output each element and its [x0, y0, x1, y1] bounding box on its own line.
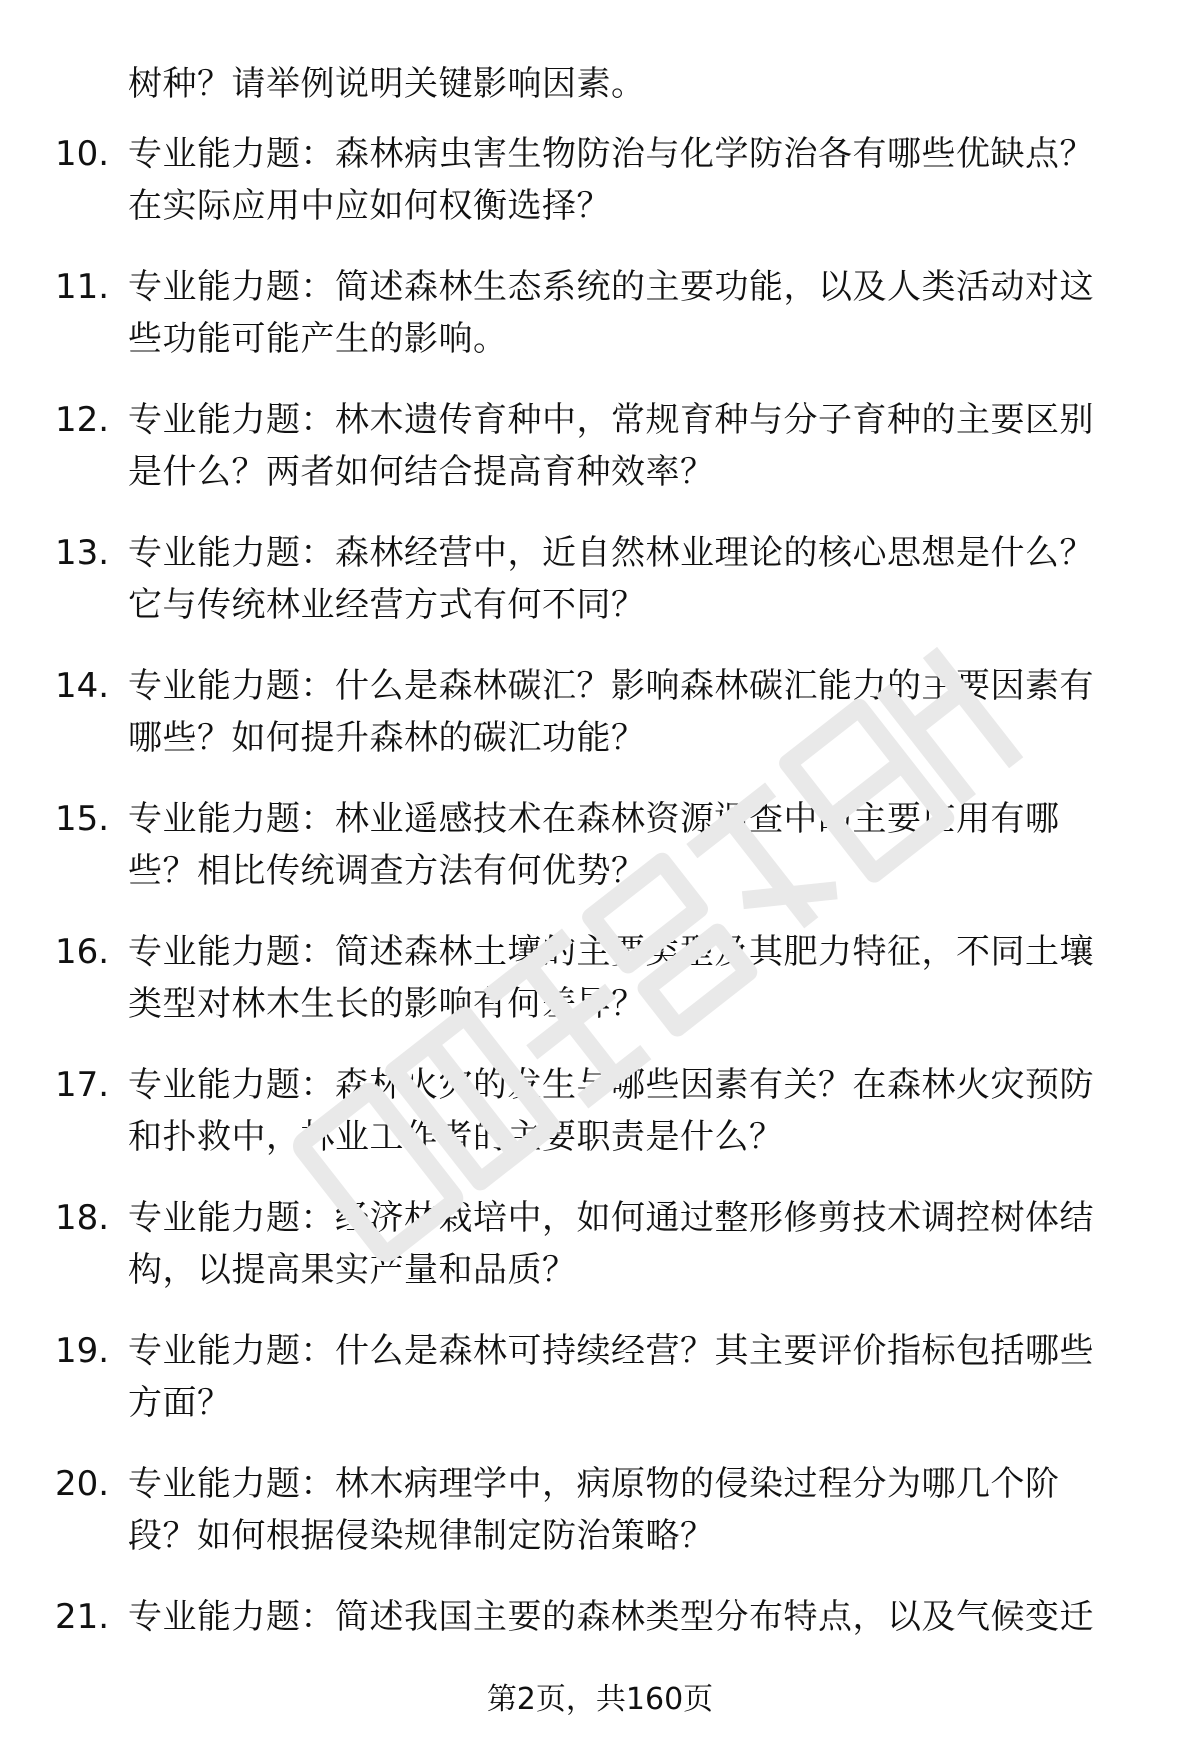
item-number: 16. [55, 932, 110, 972]
list-item [0, 660, 1200, 793]
item-text [128, 793, 1138, 897]
item-line: 是什么？两者如何结合提高育种效率？ [128, 452, 715, 492]
item-line: 哪些？如何提升森林的碳汇功能？ [128, 718, 646, 758]
item-line: 专业能力题：森林病虫害生物防治与化学防治各有哪些优缺点？ [128, 134, 1094, 174]
item-text [128, 1192, 1138, 1296]
item-text [128, 1458, 1138, 1562]
item-line: 专业能力题：森林火灾的发生与哪些因素有关？在森林火灾预防 [128, 1065, 1094, 1105]
item-text [128, 1059, 1138, 1163]
item-text [128, 527, 1138, 631]
list-item [0, 261, 1200, 394]
item-number: 21. [55, 1597, 110, 1637]
item-text [128, 1591, 1138, 1643]
item-line: 专业能力题：林木病理学中，病原物的侵染过程分为哪几个阶 [128, 1464, 1060, 1504]
list-item [0, 1458, 1200, 1591]
item-text [128, 128, 1138, 232]
item-number: 10. [55, 134, 110, 174]
item-text [128, 1325, 1138, 1429]
list-item [0, 1325, 1200, 1458]
item-text [128, 394, 1138, 498]
list-item [0, 1059, 1200, 1192]
list-item [0, 926, 1200, 1059]
item-number: 13. [55, 533, 110, 573]
list-item [0, 394, 1200, 527]
continued-question-text: 树种？请举例说明关键影响因素。 [128, 64, 646, 104]
item-line: 它与传统林业经营方式有何不同？ [128, 585, 646, 625]
list-item [0, 1192, 1200, 1325]
item-number: 19. [55, 1331, 110, 1371]
item-line: 专业能力题：林业遥感技术在森林资源调查中的主要应用有哪 [128, 799, 1060, 839]
list-item [0, 128, 1200, 261]
item-line: 专业能力题：简述森林生态系统的主要功能，以及人类活动对这 [128, 267, 1094, 307]
item-line: 专业能力题：经济林栽培中，如何通过整形修剪技术调控树体结 [128, 1198, 1094, 1238]
item-line: 专业能力题：简述我国主要的森林类型分布特点，以及气候变迁 [128, 1597, 1094, 1637]
item-text [128, 261, 1138, 365]
page-footer: 第2页，共160页 [486, 1682, 714, 1717]
item-line: 专业能力题：什么是森林可持续经营？其主要评价指标包括哪些 [128, 1331, 1094, 1371]
item-line: 专业能力题：什么是森林碳汇？影响森林碳汇能力的主要因素有 [128, 666, 1094, 706]
item-line: 在实际应用中应如何权衡选择？ [128, 186, 611, 226]
item-text [128, 660, 1138, 764]
item-line: 专业能力题：森林经营中，近自然林业理论的核心思想是什么？ [128, 533, 1094, 573]
item-line: 段？如何根据侵染规律制定防治策略？ [128, 1516, 715, 1556]
item-number: 18. [55, 1198, 110, 1238]
item-number: 11. [55, 267, 110, 307]
item-text [128, 926, 1138, 1030]
item-number: 14. [55, 666, 110, 706]
item-line: 构，以提高果实产量和品质？ [128, 1250, 577, 1290]
item-number: 17. [55, 1065, 110, 1105]
item-line: 些功能可能产生的影响。 [128, 319, 508, 359]
item-line: 专业能力题：简述森林土壤的主要类型及其肥力特征，不同土壤 [128, 932, 1094, 972]
item-line: 类型对林木生长的影响有何差异？ [128, 984, 646, 1024]
list-item [0, 793, 1200, 926]
item-line: 和扑救中，林业工作者的主要职责是什么？ [128, 1117, 784, 1157]
item-number: 20. [55, 1464, 110, 1504]
item-line: 方面？ [128, 1383, 232, 1423]
item-line: 专业能力题：林木遗传育种中，常规育种与分子育种的主要区别 [128, 400, 1094, 440]
question-list [0, 128, 1200, 1724]
list-item [0, 527, 1200, 660]
item-number: 12. [55, 400, 110, 440]
item-number: 15. [55, 799, 110, 839]
item-line: 些？相比传统调查方法有何优势？ [128, 851, 646, 891]
